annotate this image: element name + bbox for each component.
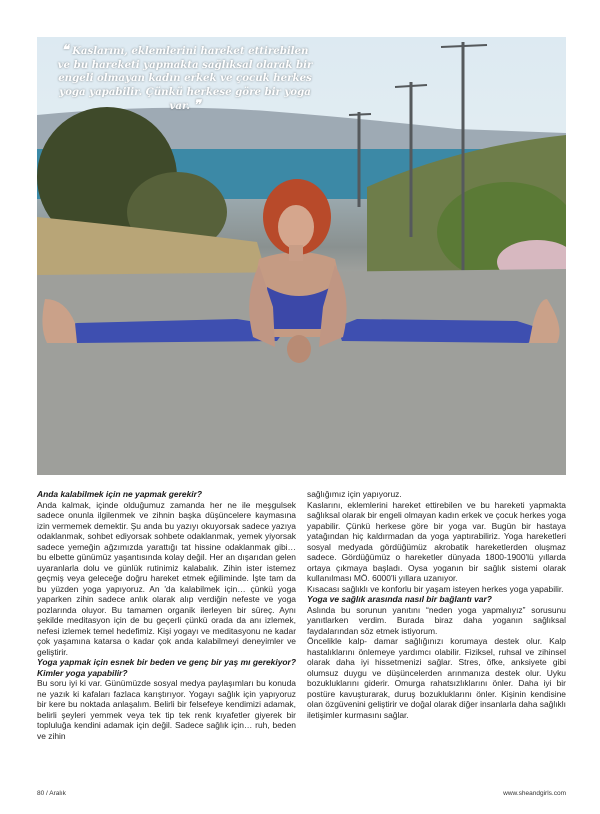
paragraph: Kısacası sağlıklı ve konforlu bir yaşam isteyen herkes yoga yapabilir. xyxy=(307,583,564,594)
joined-hands xyxy=(287,335,311,363)
right-leg xyxy=(337,319,542,343)
page-number: 80 / Aralık xyxy=(37,790,66,797)
article-column-left xyxy=(37,489,296,741)
website-link[interactable]: www.sheandgirls.com xyxy=(503,790,566,797)
pull-quote-text: Kaslarını, eklemlerini hareket ettirebilen ve bu hareketi yapmakta sağlıksal olarak bir engeli olmayan kadın erkek ve çocuk herkes yoga yapabilir. Çünkü herkese göre bir yoga var. xyxy=(57,45,313,113)
paragraph: Aslında bu sorunun yanıtını “neden yoga yapmalıyız” sorusunu yanıtlarken verdim. Burada biraz daha yoganın sağlıksal faydalarından söz etmek istiyorum. xyxy=(307,604,566,636)
neck xyxy=(289,245,303,261)
face xyxy=(278,205,314,249)
article-column-right xyxy=(307,489,566,720)
paragraph: Öncelikle kalp- damar sağlığınızı korumaya destek olur. Kalp hastalıklarını önlemeye yardımcı olabilir. Fiziksel, ruhsal ve zihinsel olarak daha iyi hissetmenizi sağlar. Stres, öfke, anksiyete gibi olumsuz duygu ve düşüncelerden arınmanıza destek olur. Uyku bozukluklarını giderir. Omurga rahatsızlıklarını önler. Daha iyi bir postüre kavuşturarak, duruş bozukluklarını önler. Kişinin kendisine olan özgüvenini geliştirir ve doğal olarak diğer insanlarla daha sağlıklı iletişimler kurmasını sağlar. xyxy=(307,636,566,720)
paragraph: Anda kalmak, içinde olduğumuz zamanda her ne ile meşgulsek sadece onunla ilgilenmek ve zihnin başka düşüncelere kaymasına izin vermemek demektir. Şu anda bu yazıyı okuyorsak sadece yazıya odaklanmak, sohbet ediyorsak sohbete odaklanmak, yemek yiyorsak sadece yemeğin ağzımızda yarattığı tat hissine odaklanmak gibi… bu elbette günümüz yaşantısında kolay değil. Her an dışarıdan gelen uyaranlarla dolu ve günlük rutinimiz kalabalık. Zihin ister istemez geçmiş veya geleceğe doğru hareket etmek eğiliminde. İşte tam da bu yüzden yoga yapıyoruz. An 'da kalabilmek için… çünkü yoga yaparken zihin sadece anlık olarak alıp verdiğin nefeste ve yoga pozlarında oluyor. Bu tamamen organik ilerleyen bir süreç. Aynı şekilde meditasyon için de bu geçerli çünkü orada da anı izlemek, nefesi izlemek temel hedefimiz. Kişi yogayı ve meditasyonu ne kadar çok yaşamına katarsa o kadar çok anda kalabilmeyi deneyimler ve geliştirir. xyxy=(37,499,296,657)
paragraph: Kaslarını, eklemlerini hareket ettirebilen ve bu hareketi yapmakta sağlıksal olarak bir engeli olmayan kadın erkek ve çocuk herkes yoga yapabilir. Çünkü herkese göre bir yoga var. Bugün bir hastaya yatağından hiç kaldırmadan da yoga yaptırabiliriz. Yoga hareketleri sosyal medyada gördüğümüz akrobatik hareketlerden oluşmaz sadece. Gördüğümüz o hareketler dünyada 1800-1900'lü yıllarda ortaya çıkmaya başladı. Oysa yoganın bir sağlık sistemi olarak kullanılması MÖ. 6000'li yıllara uzanıyor. xyxy=(307,499,566,584)
close-quote-mark: ❞ xyxy=(193,98,201,114)
paragraph: sağlığımız için yapıyoruz. xyxy=(307,489,402,499)
open-quote-mark: ❝ xyxy=(61,43,69,58)
section-heading: Yoga ve sağlık arasında nasıl bir bağlantı var? xyxy=(307,594,492,605)
pull-quote xyxy=(54,44,316,114)
paragraph: Bu soru iyi ki var. Günümüzde sosyal medya paylaşımları bu konuda ne yazık ki kafaları fazlaca karıştırıyor. Yogayı sağlık için yapıyoruz bir kere bu noktada anlaşalım. Belirli bir felsefeye kendimizi adamak, belirli şeyleri yemmek veya tek tip tek renk kıyafetler giyerek bir topluluğa kendini adamak için değil. Sadece sağlık için… ruh, beden ve zihin xyxy=(37,678,296,741)
section-heading: Yoga yapmak için esnek bir beden ve genç bir yaş mı gerekiyor? Kimler yoga yapabilir? xyxy=(37,657,296,678)
section-heading: Anda kalabilmek için ne yapmak gerekir? xyxy=(37,489,203,499)
